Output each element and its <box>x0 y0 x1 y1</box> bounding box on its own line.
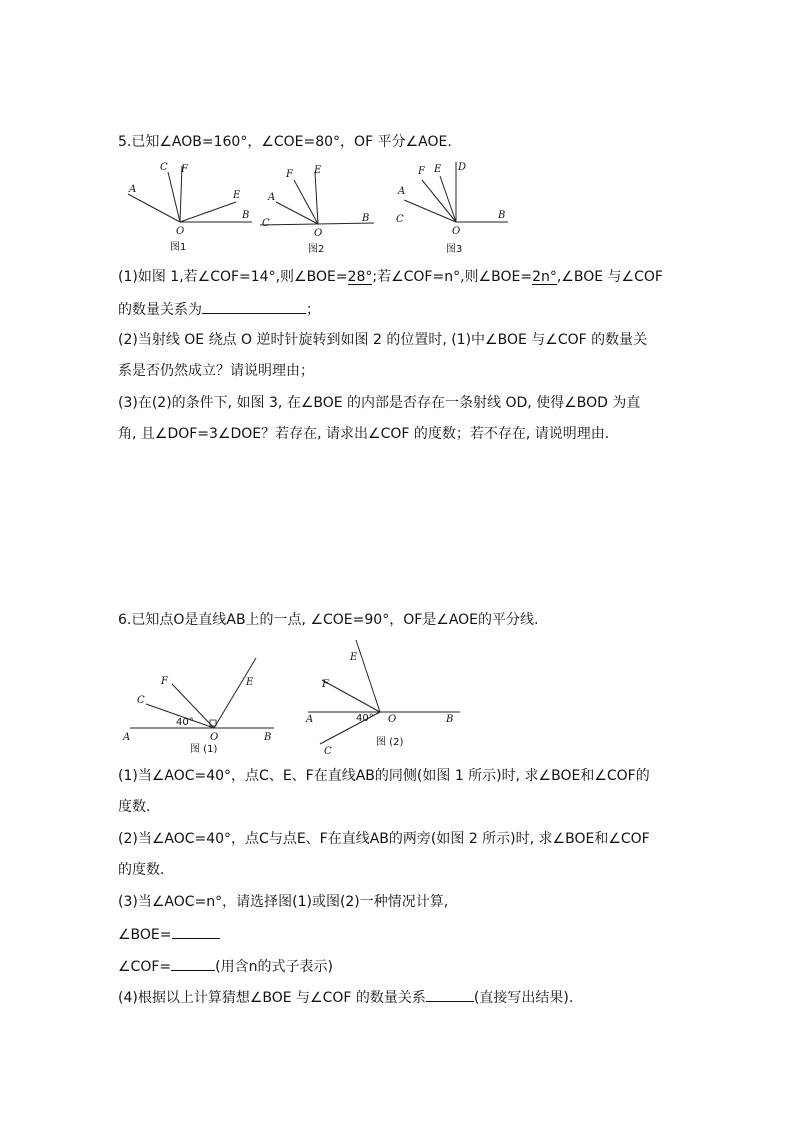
q6-part3-boe-label: ∠BOE= <box>118 927 172 943</box>
q6f1-label-c: C <box>137 695 145 706</box>
q5-part1-text-d: 的数量关系为 <box>118 302 202 318</box>
q5-part1-text-e: ； <box>306 302 320 318</box>
q6-part3-boe-blank <box>172 924 220 939</box>
q5-part1-text-c: ,∠BOE 与∠COF <box>556 269 663 285</box>
q6f2-label-e: E <box>350 652 358 663</box>
q5-part2-line2: 系是否仍然成立？请说明理由； <box>118 363 314 379</box>
q5f1-caption: 图1 <box>170 242 187 253</box>
q6f1-label-a: A <box>123 732 131 743</box>
q5f3-label-f: F <box>418 166 425 177</box>
q5-part1-text-b: ;若∠COF=n°,则∠BOE= <box>372 269 533 285</box>
q5-part1-answer-1: 28° <box>347 269 373 285</box>
q6-part4-blank <box>426 987 474 1002</box>
q6f2-label-o: O <box>388 714 397 725</box>
q5f3-label-o: O <box>452 226 461 237</box>
q5f1-label-o: O <box>176 226 185 237</box>
q5-figure-3 <box>392 158 512 254</box>
q6f1-label-b: B <box>264 732 272 743</box>
q6-title: 6.已知点O是直线AB上的一点, ∠COE=90°，OF是∠AOE的平分线. <box>118 612 539 628</box>
q6-part3-boe-line <box>118 924 220 944</box>
q6f2-caption: 图 (2) <box>376 737 404 748</box>
q5f2-label-o: O <box>314 228 323 239</box>
q5f1-label-f: F <box>181 164 188 175</box>
q6-figure-2 <box>300 636 470 756</box>
q6-part1-line2: 度数. <box>118 799 151 815</box>
q6-figure-1 <box>118 650 278 760</box>
q5f2-label-a: A <box>268 192 276 203</box>
q5-part3-line2: 角, 且∠DOF=3∠DOE？若存在, 请求出∠COF 的度数；若不存在, 请说明理由. <box>118 426 610 442</box>
q5f2-caption: 图2 <box>308 244 325 255</box>
q5f1-label-b: B <box>242 210 250 221</box>
q6-part3-cof-blank <box>171 956 215 971</box>
q5-part3-line1: (3)在(2)的条件下, 如图 3, 在∠BOE 的内部是否存在一条射线 OD, 使得∠BOD 为直 <box>118 395 641 411</box>
q6-part4-line <box>118 987 573 1007</box>
q6f1-label-o: O <box>210 732 219 743</box>
q5f2-label-c: C <box>262 218 270 229</box>
q6f1-angle-label: 40° <box>176 717 194 728</box>
q6-part4-text-b: (直接写出结果). <box>473 990 574 1006</box>
q5-title: 5.已知∠AOB=160°，∠COE=80°，OF 平分∠AOE. <box>118 134 452 150</box>
q6f2-label-b: B <box>446 714 454 725</box>
q5f2-label-b: B <box>362 213 370 224</box>
q6f2-angle-label: 40° <box>356 713 374 724</box>
q6-part2-line2: 的度数. <box>118 862 165 878</box>
q6-part1-line1: (1)当∠AOC=40°，点C、E、F在直线AB的同侧(如图 1 所示)时, 求∠BOE和∠COF的 <box>118 768 650 784</box>
q5-figure-2 <box>258 158 388 254</box>
q6-part4-text-a: (4)根据以上计算猜想∠BOE 与∠COF 的数量关系 <box>118 990 426 1006</box>
q6f1-label-e: E <box>246 677 254 688</box>
q6f1-caption: 图 (1) <box>190 744 218 755</box>
q6f1-label-f: F <box>161 676 168 687</box>
q5f1-label-a: A <box>129 184 137 195</box>
q5f3-label-a: A <box>398 186 406 197</box>
q6f2-label-a: A <box>306 714 314 725</box>
q5-part2-line1: (2)当射线 OE 绕点 O 逆时针旋转到如图 2 的位置时, (1)中∠BOE 与∠COF 的数量关 <box>118 332 648 348</box>
q5-part1-blank <box>202 299 306 314</box>
q6-part2-line1: (2)当∠AOC=40°，点C与点E、F在直线AB的两旁(如图 2 所示)时, 求∠BOE和∠COF <box>118 831 650 847</box>
q6-part3-cof-label: ∠COF= <box>118 959 172 975</box>
q5-part1-text-a: (1)如图 1,若∠COF=14°,则∠BOE= <box>118 269 348 285</box>
q5f3-label-b: B <box>498 210 506 221</box>
q5-figure-1 <box>118 158 258 254</box>
q6-part3-cof-tail: (用含n的式子表示) <box>215 959 333 975</box>
q6-part3-line1: (3)当∠AOC=n°，请选择图(1)或图(2)一种情况计算, <box>118 894 449 910</box>
q5-part1-line1 <box>118 268 663 286</box>
q5f3-caption: 图3 <box>446 244 463 255</box>
q5f2-label-f: F <box>286 169 293 180</box>
q6f2-label-c: C <box>324 746 332 757</box>
q5f1-label-e: E <box>233 190 241 201</box>
q5f3-label-e: E <box>434 164 442 175</box>
q5-part1-line2 <box>118 299 320 319</box>
q5f3-label-c: C <box>396 214 404 225</box>
q5f2-label-e: E <box>314 165 322 176</box>
q5-part1-answer-2: 2n° <box>532 269 557 285</box>
q6-part3-cof-line <box>118 956 333 976</box>
q5f3-label-d: D <box>458 162 467 173</box>
q6f2-label-f: F <box>322 679 329 690</box>
q5f1-label-c: C <box>160 162 168 173</box>
